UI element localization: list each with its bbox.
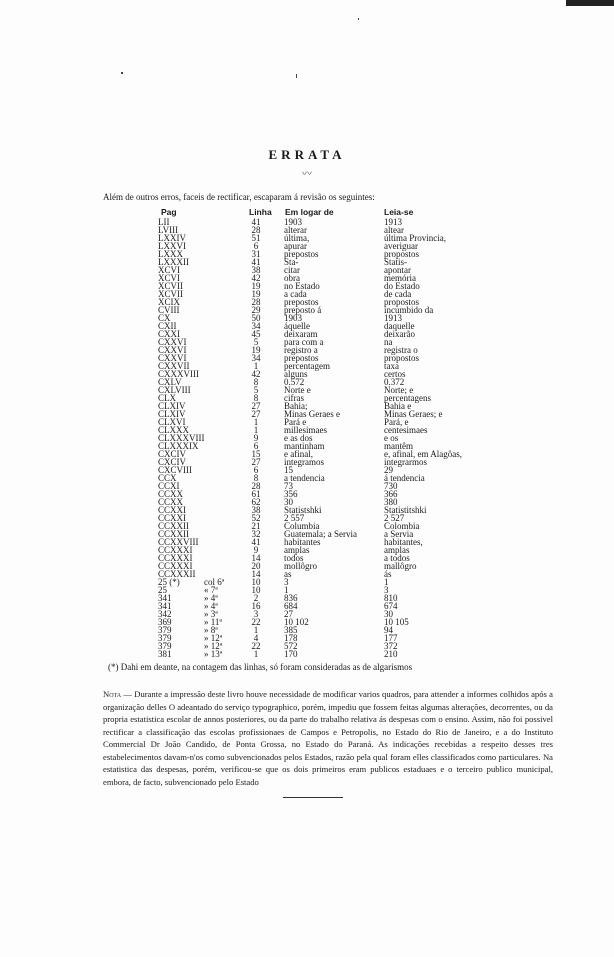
errata-leia-se: mantêm [384,441,413,451]
errata-linha: 34 [251,353,261,363]
errata-linha: 50 [251,313,261,323]
errata-leia-se: 3 [384,585,389,595]
footnote: (*) Dahi em deante, na contagem das linhas, só foram consideradas as de algarismos [108,662,413,672]
errata-em-logar-de: Minas Geraes e [284,409,340,419]
errata-pag: CCXXXI [158,545,193,555]
errata-pag: XCIX [158,297,180,307]
errata-linha: 3 [253,609,259,619]
errata-pag: 25 [158,585,167,595]
errata-leia-se: Statis- [384,257,408,267]
errata-leia-se: taxa [384,361,399,371]
errata-leia-se: memória [384,273,416,283]
errata-linha: 15 [251,449,261,459]
errata-em-logar-de: última, [284,233,310,243]
errata-leia-se: e os [384,433,399,443]
speck-1 [121,72,123,74]
errata-linha: 8 [253,393,259,403]
errata-linha: 9 [253,433,259,443]
errata-leia-se: a Servia [384,529,414,539]
errata-pag: CCXXI [158,513,187,523]
errata-leia-se: mallôgro [384,561,417,571]
errata-em-logar-de: e as dos [284,433,313,443]
errata-leia-se: do Estado [384,281,420,291]
errata-linha: 22 [251,617,261,627]
errata-linha: 29 [251,305,261,315]
errata-col: » 4ª [204,601,218,611]
errata-linha: 19 [251,289,261,299]
errata-em-logar-de: amplas [284,545,310,555]
errata-pag: CXCIV [158,457,187,467]
errata-pag: XCVI [158,273,180,283]
errata-leia-se: propostos [384,353,420,363]
errata-linha: 28 [251,225,261,235]
errata-linha: 42 [251,369,261,379]
errata-em-logar-de: deixaram [284,329,318,339]
errata-em-logar-de: no Estado [284,281,320,291]
errata-leia-se: na [384,337,393,347]
errata-em-logar-de: Norte e [284,385,311,395]
errata-col: » 8ª [204,625,218,635]
errata-pag: 379 [158,625,172,635]
errata-leia-se: 674 [384,601,398,611]
page-corner-mark [566,0,614,6]
errata-pag: CXCVIII [158,465,192,475]
errata-em-logar-de: 385 [284,625,298,635]
errata-pag: CLXXXIX [158,441,199,451]
errata-em-logar-de: 73 [284,481,293,491]
errata-em-logar-de: citar [284,265,300,275]
errata-linha: 22 [251,641,261,651]
errata-em-logar-de: cifras [284,393,304,403]
errata-em-logar-de: a tendencia [284,473,325,483]
errata-leia-se: á tendencia [384,473,425,483]
errata-em-logar-de: habitantes [284,537,321,547]
errata-pag: CXCIV [158,449,187,459]
errata-linha: 52 [251,513,261,523]
errata-leia-se: 210 [384,649,398,659]
errata-pag: CLXXX [158,425,189,435]
errata-col: » 4ª [204,593,218,603]
errata-pag: CLXIV [158,401,186,411]
errata-pag: CCXX [158,489,184,499]
errata-linha: 6 [253,241,259,251]
errata-pag: 341 [158,601,172,611]
errata-em-logar-de: 1903 [284,217,302,227]
errata-leia-se: 366 [384,489,398,499]
errata-linha: 1 [253,625,259,635]
errata-pag: CCXXI [158,505,187,515]
errata-linha: 14 [251,569,261,579]
errata-em-logar-de: Bahia; [284,401,308,411]
errata-em-logar-de: prepostos [284,249,319,259]
errata-pag: CXXVI [158,353,187,363]
errata-em-logar-de: 178 [284,633,298,643]
errata-pag: LXXXII [158,257,189,267]
errata-em-logar-de: prepostos [284,353,319,363]
errata-pag: 379 [158,641,172,651]
errata-linha: 14 [251,553,261,563]
errata-linha: 32 [251,529,261,539]
errata-leia-se: 1 [384,577,389,587]
errata-linha: 28 [251,297,261,307]
errata-leia-se: incumbido da [384,305,434,315]
errata-leia-se: 810 [384,593,398,603]
errata-em-logar-de: 15 [284,465,293,475]
errata-pag: CCXXII [158,529,189,539]
errata-leia-se: Statistitshki [384,505,427,515]
errata-pag: CXXVI [158,345,187,355]
errata-linha: 1 [253,649,259,659]
errata-pag: LXXX [158,249,183,259]
errata-leia-se: 372 [384,641,398,651]
errata-em-logar-de: prepostos [284,297,319,307]
errata-linha: 10 [251,585,261,595]
errata-leia-se: 0.372 [384,377,405,387]
errata-em-logar-de: 2 557 [284,513,305,523]
errata-leia-se: registra o [384,345,418,355]
errata-em-logar-de: apurar [284,241,307,251]
errata-pag: XCVII [158,281,183,291]
errata-linha: 8 [253,377,259,387]
errata-linha: 28 [251,481,261,491]
errata-leia-se: daquelle [384,321,415,331]
errata-pag: LII [158,217,170,227]
errata-em-logar-de: mollôgro [284,561,317,571]
errata-em-logar-de: todos [284,553,304,563]
errata-pag: XCVI [158,265,180,275]
errata-pag: XCVII [158,289,183,299]
errata-leia-se: Norte; e [384,385,414,395]
errata-pag: CXXVI [158,337,187,347]
errata-leia-se: certos [384,369,406,379]
errata-col: » 11ª [204,617,222,627]
errata-linha: 61 [251,489,261,499]
errata-em-logar-de: as [284,569,292,579]
errata-pag: LXXIV [158,233,186,243]
errata-linha: 5 [253,385,259,395]
errata-em-logar-de: 836 [284,593,298,603]
errata-pag: CLXIV [158,409,186,419]
errata-pag: 379 [158,633,172,643]
errata-linha: 41 [251,537,261,547]
errata-em-logar-de: 3 [284,577,289,587]
errata-col: » 12ª [204,633,223,643]
errata-linha: 34 [251,321,261,331]
errata-linha: 41 [251,217,261,227]
errata-pag: CCXXXII [158,569,196,579]
errata-col: col 6ª [204,577,225,587]
errata-em-logar-de: 30 [284,497,293,507]
errata-em-logar-de: áquelle [284,321,310,331]
errata-pag: LVIII [158,225,179,235]
errata-em-logar-de: registro a [284,345,318,355]
errata-em-logar-de: 27 [284,609,293,619]
errata-em-logar-de: percentagem [284,361,330,371]
errata-em-logar-de: 1903 [284,313,302,323]
errata-em-logar-de: Statistshki [284,505,322,515]
errata-em-logar-de: 170 [284,649,298,659]
errata-linha: 9 [253,545,259,555]
errata-em-logar-de: 10 102 [284,617,309,627]
errata-linha: 38 [251,265,261,275]
errata-linha: 51 [251,233,261,243]
errata-linha: 2 [253,593,259,603]
errata-pag: CCXX [158,497,184,507]
errata-pag: CCXXVIII [158,537,199,547]
errata-pag: CCXXXI [158,553,193,563]
errata-leia-se: 380 [384,497,398,507]
errata-pag: CVIII [158,305,180,315]
header-pag: Pag [161,207,177,217]
errata-em-logar-de: 572 [284,641,298,651]
intro-text: Além de outros erros, faceis de rectificar, escaparam á revisão os seguintes: [103,192,375,202]
errata-leia-se: última Provincia, [384,233,446,243]
errata-linha: 1 [253,417,259,427]
errata-leia-se: amplas [384,545,410,555]
errata-leia-se: averiguar [384,241,418,251]
errata-linha: 5 [253,337,259,347]
errata-linha: 27 [251,409,261,419]
errata-leia-se: ás [384,569,392,579]
errata-leia-se: e, afinal, em Alagôas, [384,449,462,459]
speck-2 [296,74,297,78]
errata-leia-se: 177 [384,633,398,643]
errata-leia-se: propostos [384,297,420,307]
errata-em-logar-de: obra [284,273,300,283]
errata-linha: 21 [251,521,261,531]
errata-em-logar-de: a cada [284,289,307,299]
errata-em-logar-de: para com a [284,337,324,347]
page-title: ERRATA [268,147,346,162]
errata-em-logar-de: integramos [284,457,324,467]
errata-linha: 4 [253,633,259,643]
errata-pag: CCXXII [158,521,189,531]
errata-linha: 8 [253,473,259,483]
errata-linha: 38 [251,505,261,515]
errata-leia-se: 730 [384,481,398,491]
errata-linha: 6 [253,465,259,475]
errata-em-logar-de: 684 [284,601,298,611]
errata-leia-se: Bahia e [384,401,412,411]
errata-leia-se: Colombia [384,521,420,531]
errata-pag: CX [158,313,171,323]
errata-leia-se: 94 [384,625,393,635]
errata-leia-se: habitantes, [384,537,423,547]
errata-pag: CCX [158,473,177,483]
errata-leia-se: de cada [384,289,412,299]
header-linha: Linha [249,207,272,217]
errata-em-logar-de: Sta- [284,257,299,267]
errata-col: » 12ª [204,641,223,651]
title-ornament: 〰 [302,169,312,180]
errata-linha: 42 [251,273,261,283]
errata-linha: 1 [253,425,259,435]
errata-pag: 341 [158,593,172,603]
errata-linha: 16 [251,601,261,611]
errata-pag: CXII [158,321,177,331]
errata-col: » 13ª [204,649,223,659]
closing-rule [283,797,343,798]
header-leia-se: Leia-se [384,207,414,217]
errata-em-logar-de: e afinal, [284,449,313,459]
errata-leia-se: percentagens [384,393,431,403]
errata-pag: 381 [158,649,172,659]
errata-pag: LXXVI [158,241,186,251]
errata-leia-se: a todos [384,553,410,563]
errata-col: « 7ª [204,585,218,595]
errata-linha: 41 [251,257,261,267]
errata-linha: 27 [251,457,261,467]
errata-linha: 31 [251,249,261,259]
errata-leia-se: Pará, e [384,417,409,427]
errata-leia-se: propostos [384,249,420,259]
errata-leia-se: 1913 [384,313,402,323]
errata-leia-se: Minas Geraes; e [384,409,443,419]
errata-em-logar-de: Guatemala; a Servia [284,529,357,539]
nota-label: Nota [103,689,122,699]
errata-leia-se: apontar [384,265,411,275]
errata-linha: 27 [251,401,261,411]
errata-pag: CXLV [158,377,182,387]
errata-pag: CCXXXI [158,561,193,571]
errata-pag: 25 (*) [158,577,180,587]
errata-pag: CXXI [158,329,180,339]
errata-linha: 1 [253,361,259,371]
errata-linha: 45 [251,329,261,339]
errata-pag: CLXVI [158,417,186,427]
errata-pag: 342 [158,609,172,619]
errata-em-logar-de: 1 [284,585,289,595]
errata-linha: 6 [253,441,259,451]
errata-em-logar-de: mantinham [284,441,325,451]
errata-leia-se: 30 [384,609,393,619]
errata-em-logar-de: 0.572 [284,377,305,387]
errata-leia-se: altear [384,225,404,235]
errata-linha: 10 [251,577,261,587]
errata-pag: CXXVII [158,361,190,371]
errata-leia-se: integrarmos [384,457,427,467]
errata-em-logar-de: alterar [284,225,307,235]
errata-leia-se: 1913 [384,217,402,227]
errata-pag: CCXI [158,481,180,491]
errata-pag: CXLVIII [158,385,191,395]
errata-leia-se: 2 527 [384,513,405,523]
errata-em-logar-de: alguns [284,369,308,379]
errata-pag: CLXXXVIII [158,433,205,443]
errata-em-logar-de: millesimaes [284,425,327,435]
header-em-logar-de: Em logar de [285,207,334,217]
errata-linha: 20 [251,561,261,571]
errata-linha: 19 [251,281,261,291]
errata-em-logar-de: Columbia [284,521,320,531]
nota-paragraph [103,688,553,788]
speck-3 [358,18,359,20]
nota-text: — Durante a impressão deste livro houve necessidade de modificar varios quadros, para attender a informes colhidos após a organização delles O adeantado do serviço typographico, porém, impediu que fossem feitas algumas alterações, decorrentes, ou da propria estatistica escolar de annos posteriores, ou da parte do trabalho relativa ás despesas com o ensino. Assim, não foi possivel rectificar a classificação das escolas profissionaes de Campos e Petropolis, no Estado do Rio de Janeiro, e a do Instituto Commercial Dr João Candido, de Ponta Grossa, no Estado do Paraná. As indicações recebidas a respeito desses tres estabelecimentos davam-n'os como subvencionados pelos Estados, razão pela qual foram elles classificados como particulares. Na estatistica das despesas, porém, verificou-se que os dois primeiros eram publicos estaduaes e o terceiro publico municipal, embora, de facto, subvencionado pelo Estado [103,689,553,787]
errata-linha: 19 [251,345,261,355]
errata-em-logar-de: 356 [284,489,298,499]
errata-leia-se: 29 [384,465,393,475]
errata-pag: 369 [158,617,172,627]
errata-pag: CLX [158,393,176,403]
errata-leia-se: centesimaes [384,425,428,435]
errata-pag: CXXXVIII [158,369,199,379]
errata-em-logar-de: Pará e [284,417,307,427]
errata-leia-se: deixarão [384,329,415,339]
errata-leia-se: 10 105 [384,617,409,627]
errata-linha: 62 [251,497,261,507]
errata-em-logar-de: preposto á [284,305,322,315]
errata-col: » 3ª [204,609,218,619]
